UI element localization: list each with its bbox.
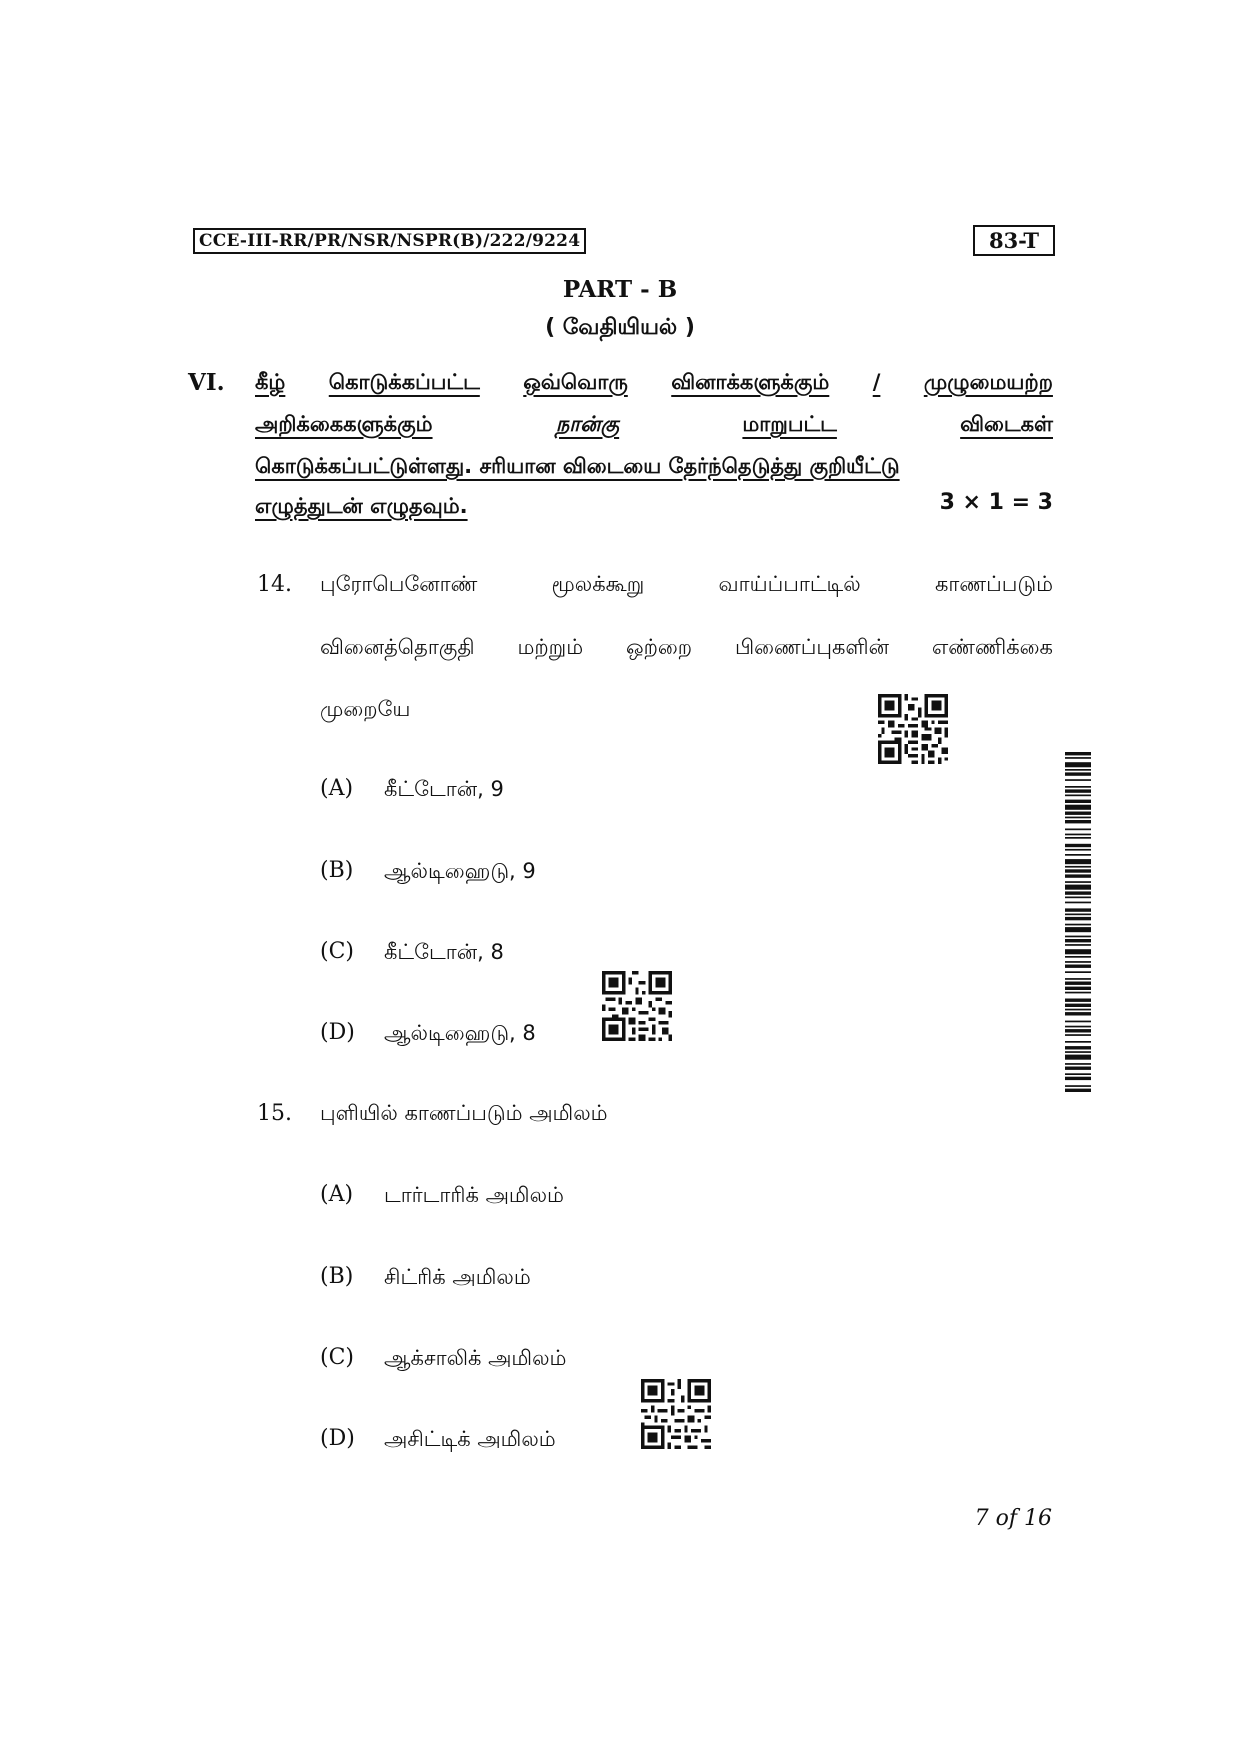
- instruction-word: முழுமையற்ற: [923, 370, 1053, 394]
- question-word: எண்ணிக்கை: [931, 635, 1053, 659]
- option-label: (A): [320, 1182, 354, 1207]
- qr-code-icon: [878, 694, 948, 764]
- instruction-word: /: [872, 370, 881, 394]
- subject-title: ( வேதியியல் ): [545, 315, 695, 340]
- instruction-word: விடைகள்: [960, 412, 1053, 436]
- question-number: 15.: [257, 1101, 292, 1126]
- question-word: முறையே: [320, 697, 411, 721]
- question-word: காணப்படும்: [934, 572, 1053, 596]
- option-label: (B): [320, 858, 354, 883]
- option-label: (B): [320, 1264, 354, 1289]
- instruction-word: அறிக்கைகளுக்கும்: [255, 412, 433, 436]
- option-label: (C): [320, 1345, 354, 1370]
- instruction-word-emphasis: நான்கு: [555, 412, 620, 436]
- question-line: [320, 1101, 608, 1128]
- instruction-word: கீழ்: [255, 370, 286, 394]
- question-line: [320, 635, 1053, 662]
- page-number: 7 of 16: [974, 1506, 1052, 1531]
- question-word: வினைத்தொகுதி: [320, 635, 475, 659]
- option-text: ஆக்சாலிக் அமிலம்: [384, 1346, 567, 1370]
- question-line: [320, 572, 1053, 599]
- instruction-line-3: [255, 445, 1053, 487]
- instruction-word: ஒவ்வொரு: [523, 370, 628, 394]
- question-word: மூலக்கூறு: [551, 572, 645, 596]
- exam-code: CCE-III-RR/PR/NSR/NSPR(B)/222/9224: [193, 228, 586, 254]
- option-text: ஆல்டிஹைடு, 9: [384, 859, 536, 883]
- barcode-icon: [1065, 752, 1091, 1186]
- instruction-line-1: [255, 361, 1053, 403]
- option-label: (C): [320, 939, 354, 964]
- instruction-word: மாறுபட்ட: [742, 412, 837, 436]
- qr-code-icon: [641, 1379, 711, 1449]
- option-text: சிட்ரிக் அமிலம்: [384, 1265, 531, 1289]
- question-line: [320, 697, 410, 724]
- option-text: கீட்டோன், 9: [384, 777, 504, 801]
- question-number: 14.: [257, 572, 292, 597]
- marks-scheme: 3 × 1 = 3: [939, 490, 1053, 515]
- section-number: VI.: [188, 369, 225, 396]
- paper-code: 83-T: [973, 225, 1055, 256]
- question-word: ஒற்றை: [626, 635, 693, 659]
- qr-code-icon: [602, 971, 672, 1041]
- option-label: (D): [320, 1426, 355, 1451]
- question-word: மற்றும்: [517, 635, 584, 659]
- part-title: PART - B: [562, 276, 678, 303]
- instruction-line-4: [255, 485, 1053, 527]
- question-word: புரோபெனோண்: [320, 572, 478, 596]
- question-text: புளியில் காணப்படும் அமிலம்: [320, 1101, 608, 1125]
- option-text: அசிட்டிக் அமிலம்: [384, 1427, 556, 1451]
- option-text: கீட்டோன், 8: [384, 940, 504, 964]
- option-label: (A): [320, 776, 354, 801]
- option-text: ஆல்டிஹைடு, 8: [384, 1021, 536, 1045]
- instruction-text: கொடுக்கப்பட்டுள்ளது. சரியான விடையை தேர்ந்தெடுத்து குறியீட்டு: [255, 454, 900, 478]
- question-word: வாய்ப்பாட்டில்: [718, 572, 861, 596]
- instruction-word: வினாக்களுக்கும்: [671, 370, 830, 394]
- option-label: (D): [320, 1020, 355, 1045]
- instruction-line-2: [255, 403, 1053, 445]
- option-text: டார்டாரிக் அமிலம்: [384, 1183, 564, 1207]
- instruction-word: கொடுக்கப்பட்ட: [328, 370, 480, 394]
- instruction-text: எழுத்துடன் எழுதவும்.: [255, 494, 468, 518]
- question-word: பிணைப்புகளின்: [734, 635, 889, 659]
